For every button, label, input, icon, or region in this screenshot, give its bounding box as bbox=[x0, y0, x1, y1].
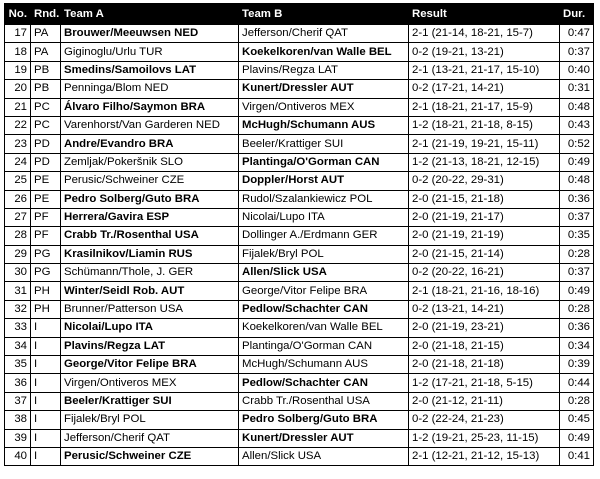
cell-no: 22 bbox=[5, 116, 31, 134]
cell-no: 25 bbox=[5, 172, 31, 190]
cell-dur: 0:49 bbox=[560, 153, 594, 171]
cell-no: 28 bbox=[5, 227, 31, 245]
cell-no: 23 bbox=[5, 135, 31, 153]
cell-team-a: Plavins/Regza LAT bbox=[61, 337, 239, 355]
cell-team-a: Varenhorst/Van Garderen NED bbox=[61, 116, 239, 134]
cell-team-a: Winter/Seidl Rob. AUT bbox=[61, 282, 239, 300]
cell-result: 2-1 (18-21, 21-17, 15-9) bbox=[409, 98, 560, 116]
cell-result: 0-2 (20-22, 29-31) bbox=[409, 172, 560, 190]
cell-rnd: PH bbox=[31, 282, 61, 300]
cell-team-a: Penninga/Blom NED bbox=[61, 80, 239, 98]
cell-team-b: Beeler/Krattiger SUI bbox=[239, 135, 409, 153]
cell-team-a: Perusic/Schweiner CZE bbox=[61, 172, 239, 190]
cell-result: 0-2 (20-22, 16-21) bbox=[409, 264, 560, 282]
cell-team-a: Perusic/Schweiner CZE bbox=[61, 447, 239, 465]
cell-no: 32 bbox=[5, 300, 31, 318]
cell-rnd: I bbox=[31, 429, 61, 447]
cell-dur: 0:37 bbox=[560, 43, 594, 61]
cell-result: 1-2 (17-21, 21-18, 5-15) bbox=[409, 374, 560, 392]
cell-team-b: Allen/Slick USA bbox=[239, 447, 409, 465]
cell-team-a: Krasilnikov/Liamin RUS bbox=[61, 245, 239, 263]
cell-team-b: Crabb Tr./Rosenthal USA bbox=[239, 392, 409, 410]
table-row bbox=[5, 190, 594, 208]
cell-no: 29 bbox=[5, 245, 31, 263]
cell-team-b: Plavins/Regza LAT bbox=[239, 61, 409, 79]
cell-result: 2-1 (21-14, 18-21, 15-7) bbox=[409, 25, 560, 43]
cell-team-a: Brunner/Patterson USA bbox=[61, 300, 239, 318]
table-row bbox=[5, 411, 594, 429]
header-row bbox=[5, 4, 594, 25]
table-row bbox=[5, 80, 594, 98]
table-row bbox=[5, 116, 594, 134]
table-row bbox=[5, 264, 594, 282]
cell-dur: 0:34 bbox=[560, 337, 594, 355]
cell-no: 21 bbox=[5, 98, 31, 116]
cell-team-b: Pedro Solberg/Guto BRA bbox=[239, 411, 409, 429]
cell-rnd: PG bbox=[31, 245, 61, 263]
cell-no: 36 bbox=[5, 374, 31, 392]
cell-dur: 0:28 bbox=[560, 392, 594, 410]
cell-result: 2-0 (21-15, 21-14) bbox=[409, 245, 560, 263]
cell-dur: 0:35 bbox=[560, 227, 594, 245]
table-row bbox=[5, 227, 594, 245]
table-row bbox=[5, 319, 594, 337]
cell-no: 24 bbox=[5, 153, 31, 171]
cell-team-b: Kunert/Dressler AUT bbox=[239, 80, 409, 98]
cell-team-b: Allen/Slick USA bbox=[239, 264, 409, 282]
cell-no: 40 bbox=[5, 447, 31, 465]
cell-result: 1-2 (21-13, 18-21, 12-15) bbox=[409, 153, 560, 171]
cell-rnd: I bbox=[31, 337, 61, 355]
cell-team-b: Koekelkoren/van Walle BEL bbox=[239, 319, 409, 337]
cell-team-b: George/Vitor Felipe BRA bbox=[239, 282, 409, 300]
cell-rnd: I bbox=[31, 411, 61, 429]
table-body bbox=[5, 25, 594, 466]
cell-dur: 0:36 bbox=[560, 319, 594, 337]
cell-rnd: PD bbox=[31, 135, 61, 153]
cell-rnd: PE bbox=[31, 190, 61, 208]
cell-result: 0-2 (22-24, 21-23) bbox=[409, 411, 560, 429]
cell-result: 2-0 (21-19, 21-19) bbox=[409, 227, 560, 245]
cell-team-a: Schümann/Thole, J. GER bbox=[61, 264, 239, 282]
header-rnd: Rnd. bbox=[31, 4, 61, 25]
table-row bbox=[5, 98, 594, 116]
cell-result: 2-0 (21-18, 21-15) bbox=[409, 337, 560, 355]
cell-result: 2-1 (21-19, 19-21, 15-11) bbox=[409, 135, 560, 153]
cell-team-b: Jefferson/Cherif QAT bbox=[239, 25, 409, 43]
table-row bbox=[5, 135, 594, 153]
cell-team-b: Virgen/Ontiveros MEX bbox=[239, 98, 409, 116]
cell-rnd: I bbox=[31, 356, 61, 374]
cell-no: 17 bbox=[5, 25, 31, 43]
table-row bbox=[5, 25, 594, 43]
cell-rnd: PB bbox=[31, 61, 61, 79]
cell-team-a: Giginoglu/Urlu TUR bbox=[61, 43, 239, 61]
table-row bbox=[5, 282, 594, 300]
cell-rnd: PB bbox=[31, 80, 61, 98]
table-row bbox=[5, 61, 594, 79]
cell-team-b: Nicolai/Lupo ITA bbox=[239, 208, 409, 226]
cell-dur: 0:37 bbox=[560, 208, 594, 226]
cell-rnd: PC bbox=[31, 98, 61, 116]
cell-rnd: PD bbox=[31, 153, 61, 171]
cell-team-b: Kunert/Dressler AUT bbox=[239, 429, 409, 447]
cell-no: 19 bbox=[5, 61, 31, 79]
cell-result: 2-1 (13-21, 21-17, 15-10) bbox=[409, 61, 560, 79]
table-row bbox=[5, 172, 594, 190]
cell-result: 2-0 (21-19, 21-17) bbox=[409, 208, 560, 226]
cell-dur: 0:49 bbox=[560, 282, 594, 300]
cell-no: 18 bbox=[5, 43, 31, 61]
cell-team-b: Dollinger A./Erdmann GER bbox=[239, 227, 409, 245]
cell-dur: 0:31 bbox=[560, 80, 594, 98]
table-row bbox=[5, 337, 594, 355]
cell-team-b: Pedlow/Schachter CAN bbox=[239, 300, 409, 318]
cell-result: 0-2 (17-21, 14-21) bbox=[409, 80, 560, 98]
table-header bbox=[5, 4, 594, 25]
cell-team-a: Álvaro Filho/Saymon BRA bbox=[61, 98, 239, 116]
table-row bbox=[5, 43, 594, 61]
cell-result: 0-2 (13-21, 14-21) bbox=[409, 300, 560, 318]
cell-team-a: Nicolai/Lupo ITA bbox=[61, 319, 239, 337]
header-team-b: Team B bbox=[239, 4, 409, 25]
cell-dur: 0:41 bbox=[560, 447, 594, 465]
cell-dur: 0:47 bbox=[560, 25, 594, 43]
cell-result: 2-0 (21-15, 21-18) bbox=[409, 190, 560, 208]
cell-dur: 0:52 bbox=[560, 135, 594, 153]
cell-no: 31 bbox=[5, 282, 31, 300]
table-row bbox=[5, 300, 594, 318]
cell-team-a: Fijalek/Bryl POL bbox=[61, 411, 239, 429]
cell-dur: 0:49 bbox=[560, 429, 594, 447]
table-row bbox=[5, 447, 594, 465]
cell-dur: 0:40 bbox=[560, 61, 594, 79]
header-team-a: Team A bbox=[61, 4, 239, 25]
cell-result: 0-2 (19-21, 13-21) bbox=[409, 43, 560, 61]
table-row bbox=[5, 356, 594, 374]
table-row bbox=[5, 153, 594, 171]
cell-rnd: I bbox=[31, 447, 61, 465]
results-table-container bbox=[4, 3, 593, 466]
cell-no: 30 bbox=[5, 264, 31, 282]
cell-no: 38 bbox=[5, 411, 31, 429]
cell-dur: 0:43 bbox=[560, 116, 594, 134]
cell-team-b: McHugh/Schumann AUS bbox=[239, 356, 409, 374]
cell-rnd: I bbox=[31, 392, 61, 410]
cell-rnd: PF bbox=[31, 227, 61, 245]
cell-dur: 0:48 bbox=[560, 172, 594, 190]
cell-no: 37 bbox=[5, 392, 31, 410]
cell-team-a: George/Vitor Felipe BRA bbox=[61, 356, 239, 374]
cell-no: 35 bbox=[5, 356, 31, 374]
header-dur: Dur. bbox=[560, 4, 594, 25]
header-result: Result bbox=[409, 4, 560, 25]
cell-dur: 0:28 bbox=[560, 300, 594, 318]
table-row bbox=[5, 245, 594, 263]
cell-dur: 0:36 bbox=[560, 190, 594, 208]
header-no: No. bbox=[5, 4, 31, 25]
cell-team-a: Pedro Solberg/Guto BRA bbox=[61, 190, 239, 208]
cell-team-a: Herrera/Gavira ESP bbox=[61, 208, 239, 226]
cell-dur: 0:45 bbox=[560, 411, 594, 429]
table-row bbox=[5, 429, 594, 447]
cell-team-a: Zemljak/Pokeršnik SLO bbox=[61, 153, 239, 171]
cell-no: 26 bbox=[5, 190, 31, 208]
cell-rnd: PA bbox=[31, 25, 61, 43]
cell-rnd: I bbox=[31, 374, 61, 392]
cell-dur: 0:39 bbox=[560, 356, 594, 374]
cell-no: 27 bbox=[5, 208, 31, 226]
cell-rnd: PC bbox=[31, 116, 61, 134]
cell-rnd: PE bbox=[31, 172, 61, 190]
table-row bbox=[5, 208, 594, 226]
cell-result: 2-0 (21-18, 21-18) bbox=[409, 356, 560, 374]
cell-rnd: I bbox=[31, 319, 61, 337]
table-row bbox=[5, 374, 594, 392]
cell-team-a: Jefferson/Cherif QAT bbox=[61, 429, 239, 447]
cell-rnd: PA bbox=[31, 43, 61, 61]
cell-result: 1-2 (19-21, 25-23, 11-15) bbox=[409, 429, 560, 447]
cell-result: 2-1 (12-21, 21-12, 15-13) bbox=[409, 447, 560, 465]
cell-result: 2-0 (21-19, 23-21) bbox=[409, 319, 560, 337]
cell-team-b: Pedlow/Schachter CAN bbox=[239, 374, 409, 392]
cell-no: 34 bbox=[5, 337, 31, 355]
cell-no: 20 bbox=[5, 80, 31, 98]
cell-dur: 0:44 bbox=[560, 374, 594, 392]
cell-team-b: Doppler/Horst AUT bbox=[239, 172, 409, 190]
cell-rnd: PH bbox=[31, 300, 61, 318]
cell-team-a: Beeler/Krattiger SUI bbox=[61, 392, 239, 410]
cell-team-a: Andre/Evandro BRA bbox=[61, 135, 239, 153]
table-row bbox=[5, 392, 594, 410]
cell-dur: 0:28 bbox=[560, 245, 594, 263]
cell-team-b: Plantinga/O'Gorman CAN bbox=[239, 337, 409, 355]
cell-rnd: PF bbox=[31, 208, 61, 226]
cell-team-b: Rudol/Szalankiewicz POL bbox=[239, 190, 409, 208]
cell-team-b: Koekelkoren/van Walle BEL bbox=[239, 43, 409, 61]
cell-no: 39 bbox=[5, 429, 31, 447]
cell-team-a: Virgen/Ontiveros MEX bbox=[61, 374, 239, 392]
cell-team-a: Brouwer/Meeuwsen NED bbox=[61, 25, 239, 43]
cell-rnd: PG bbox=[31, 264, 61, 282]
cell-team-b: Plantinga/O'Gorman CAN bbox=[239, 153, 409, 171]
cell-dur: 0:37 bbox=[560, 264, 594, 282]
cell-dur: 0:48 bbox=[560, 98, 594, 116]
cell-team-a: Smedins/Samoilovs LAT bbox=[61, 61, 239, 79]
cell-result: 1-2 (18-21, 21-18, 8-15) bbox=[409, 116, 560, 134]
cell-result: 2-1 (18-21, 21-16, 18-16) bbox=[409, 282, 560, 300]
cell-no: 33 bbox=[5, 319, 31, 337]
cell-team-b: Fijalek/Bryl POL bbox=[239, 245, 409, 263]
match-results-table bbox=[4, 3, 594, 466]
cell-result: 2-0 (21-12, 21-11) bbox=[409, 392, 560, 410]
cell-team-a: Crabb Tr./Rosenthal USA bbox=[61, 227, 239, 245]
cell-team-b: McHugh/Schumann AUS bbox=[239, 116, 409, 134]
